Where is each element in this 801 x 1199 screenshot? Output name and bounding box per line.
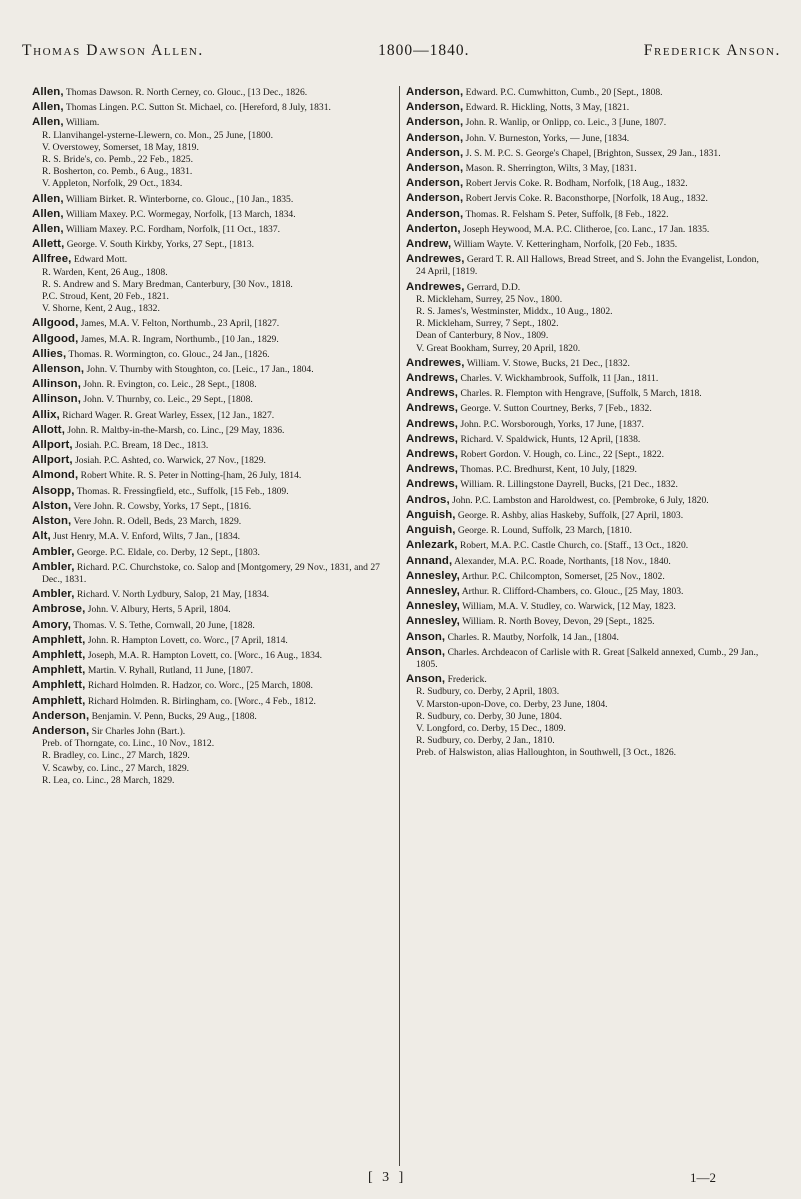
clergy-surname: Anson, [406,645,446,658]
entry-details: Edward Mott. [71,254,128,266]
entry-details: John. P.C. Lambston and Haroldwest, co. [Pembroke, 6 July, 1820. [449,494,709,506]
register-entry [32,546,394,559]
header-left: Thomas Dawson Allen. [22,42,204,59]
clergy-surname: Allix, [32,408,60,421]
register-entry [406,86,768,99]
page-number: [ 3 ] [368,1170,407,1185]
clergy-surname: Annesley, [406,600,460,613]
preferment-line: R. Llanvihangel-ysterne-Llewern, co. Mon., 25 June, [1800. [42,129,273,141]
register-entry [406,223,768,236]
entry-details: Thomas. R. Fressingfield, etc., Suffolk, [15 Feb., 1809. [74,485,289,497]
register-entry [406,673,768,759]
preferment-line: V. Marston-upon-Dove, co. Derby, 23 June, 1804. [416,698,608,710]
left-column [32,86,394,1164]
entry-details: Charles. Archdeacon of Carlisle with R. Great [Salkeld annexed, Cumb., 29 Jan., 1805. [416,646,759,670]
register-entry [406,387,768,400]
column-divider [399,86,400,1166]
register-entry [32,363,394,376]
clergy-surname: Andrews, [406,402,459,415]
clergy-surname: Andrewes, [406,253,465,266]
clergy-surname: Andrewes, [406,280,465,293]
entry-details: Gerrard, D.D. [464,281,521,293]
register-entry [406,585,768,598]
entry-details: Just Henry, M.A. V. Enford, Wilts, 7 Jan., [1834. [50,531,241,543]
register-entry [406,177,768,190]
clergy-surname: Andros, [406,493,450,506]
register-entry [406,600,768,613]
clergy-surname: Andrew, [406,238,452,251]
clergy-surname: Amphlett, [32,664,86,677]
entry-details: George. V. Sutton Courtney, Berks, 7 [Feb., 1832. [458,403,652,415]
preferment-line: V. Appleton, Norfolk, 29 Oct., 1834. [42,178,183,190]
entry-details: Benjamin. V. Penn, Bucks, 29 Aug., [1808. [89,710,257,722]
entry-details: William. R. North Bovey, Devon, 29 [Sept., 1825. [459,616,655,628]
register-entry [32,333,394,346]
entry-details: Robert Gordon. V. Hough, co. Linc., 22 [Sept., 1822. [458,449,664,461]
entry-details: Gerard T. R. All Hallows, Bread Street, and S. John the Evangelist, London, 24 April, [1819. [416,254,759,278]
register-entry [32,725,394,787]
entry-details: George. R. Lound, Suffolk, 23 March, [1810. [455,525,632,537]
register-entry [406,253,768,278]
entry-details: Alexander, M.A. P.C. Roade, Northants, [18 Nov., 1840. [452,555,671,567]
entry-details: Robert Jervis Coke. R. Bodham, Norfolk, [18 Aug., 1832. [463,178,688,190]
register-entry [32,223,394,236]
entry-details: Edward. R. Hickling, Notts, 3 May, [1821. [463,102,630,114]
entry-details: Vere John. R. Cowsby, Yorks, 17 Sept., [1816. [71,500,252,512]
clergy-surname: Anderson, [406,192,464,205]
entry-details: George. V. South Kirkby, Yorks, 27 Sept., [1813. [64,239,255,251]
entry-details: Richard Holmden. R. Birlingham, co. [Worc., 4 Feb., 1812. [85,695,316,707]
preferment-line: R. Sudbury, co. Derby, 2 Jan., 1810. [416,735,555,747]
register-entry [32,695,394,708]
clergy-surname: Allen, [32,223,64,236]
clergy-surname: Anson, [406,630,446,643]
preferment-line: R. Sudbury, co. Derby, 2 April, 1803. [416,686,560,698]
clergy-surname: Andrews, [406,463,459,476]
register-entry [32,619,394,632]
register-entry [32,317,394,330]
entry-details: Thomas. R. Felsham S. Peter, Suffolk, [8 Feb., 1822. [463,208,669,220]
register-entry [32,515,394,528]
preferment-line: P.C. Stroud, Kent, 20 Feb., 1821. [42,291,169,303]
clergy-surname: Allinson, [32,393,81,406]
register-entry [406,162,768,175]
clergy-surname: Amphlett, [32,648,86,661]
register-entry [406,433,768,446]
entry-details: John. V. Burneston, Yorks, — June, [1834. [463,132,630,144]
register-entry [406,238,768,251]
register-entry [32,588,394,601]
register-entry [32,603,394,616]
register-entry [32,710,394,723]
preferment-line: Preb. of Halswiston, alias Halloughton, in Southwell, [3 Oct., 1826. [416,747,677,759]
entry-details: Charles. R. Mautby, Norfolk, 14 Jan., [1804. [445,631,619,643]
register-entry [406,147,768,160]
register-entry [406,478,768,491]
clergy-surname: Andrews, [406,448,459,461]
register-entry [406,524,768,537]
clergy-surname: Anderson, [32,709,90,722]
preferment-line: R. Bosherton, co. Pemb., 6 Aug., 1831. [42,166,193,178]
clergy-surname: Alston, [32,499,72,512]
clergy-surname: Anderson, [406,131,464,144]
register-entry [32,485,394,498]
clergy-surname: Anderson, [406,162,464,175]
register-entry [32,348,394,361]
register-entry [406,615,768,628]
register-entry [32,649,394,662]
entry-details: Sir Charles John (Bart.). [89,725,186,737]
entry-details: Arthur. R. Clifford-Chambers, co. Glouc., [25 May, 1803. [459,585,684,597]
register-entry [32,500,394,513]
register-entry [406,448,768,461]
entry-details: Robert Jervis Coke. R. Baconsthorpe, [Norfolk, 18 Aug., 1832. [463,193,708,205]
preferment-line: R. S. Bride's, co. Pemb., 22 Feb., 1825. [42,154,193,166]
clergy-surname: Allott, [32,423,65,436]
register-entry [32,530,394,543]
register-entry [406,463,768,476]
entry-details: Charles. V. Wickhambrook, Suffolk, 11 [Jan., 1811. [458,373,659,385]
register-entry [406,555,768,568]
register-entry [406,631,768,644]
register-entry [32,634,394,647]
entry-details: Arthur. P.C. Chilcompton, Somerset, [25 Nov., 1802. [459,570,665,582]
register-entry [32,238,394,251]
entry-details: Martin. V. Ryhall, Rutland, 11 June, [1807. [85,665,254,677]
entry-details: Josiah. P.C. Bream, 18 Dec., 1813. [72,440,209,452]
clergy-surname: Andrewes, [406,356,465,369]
header-right: Frederick Anson. [643,42,781,59]
entry-details: Thomas. V. S. Tethe, Cornwall, 20 June, [1828. [71,619,255,631]
register-entry [32,664,394,677]
clergy-surname: Amphlett, [32,679,86,692]
entry-details: John. R. Evington, co. Leic., 28 Sept., [1808. [81,379,257,391]
preferment-line: V. Scawby, co. Linc., 27 March, 1829. [42,762,190,774]
clergy-surname: Allport, [32,454,73,467]
header-date-range: 1800—1840. [378,42,470,59]
register-entry [406,494,768,507]
clergy-surname: Anderson, [406,116,464,129]
clergy-surname: Ambler, [32,545,75,558]
clergy-surname: Anguish, [406,524,456,537]
entry-details: Richard. V. North Lydbury, Salop, 21 May, [1834. [74,589,270,601]
register-entry [32,454,394,467]
entry-details: John. V. Albury, Herts, 5 April, 1804. [85,604,231,616]
register-entry [32,193,394,206]
entry-details: Robert, M.A. P.C. Castle Church, co. [Staff., 13 Oct., 1820. [457,540,689,552]
signature-mark: 1—2 [690,1170,716,1185]
register-entry [406,646,768,671]
register-entry [32,378,394,391]
clergy-surname: Annand, [406,554,453,567]
entry-details: John. R. Hampton Lovett, co. Worc., [7 April, 1814. [85,634,288,646]
entry-details: Vere John. R. Odell, Beds, 23 March, 1829. [71,516,242,528]
clergy-surname: Anderson, [406,177,464,190]
entry-details: Frederick. [445,674,487,686]
register-entry [406,418,768,431]
clergy-surname: Alsopp, [32,484,75,497]
running-header [22,42,781,64]
entry-details: Richard Wager. R. Great Warley, Essex, [12 Jan., 1827. [59,409,275,421]
preferment-line: R. Lea, co. Linc., 28 March, 1829. [42,774,175,786]
clergy-surname: Alt, [32,530,51,543]
right-column [406,86,768,1164]
preferment-line: R. Mickleham, Surrey, 25 Nov., 1800. [416,293,563,305]
register-entry [406,192,768,205]
entry-details: George. P.C. Eldale, co. Derby, 12 Sept., [1803. [74,546,260,558]
clergy-surname: Allen, [32,207,64,220]
register-entry [32,469,394,482]
clergy-surname: Annesley, [406,569,460,582]
clergy-surname: Allgood, [32,332,79,345]
register-entry [406,208,768,221]
entry-details: Thomas Dawson. R. North Cerney, co. Glouc., [13 Dec., 1826. [63,87,308,98]
register-entry [406,116,768,129]
entry-details: John. R. Wanlip, or Onlipp, co. Leic., 3 [June, 1807. [463,117,667,129]
clergy-surname: Ambler, [32,560,75,573]
clergy-surname: Andrews, [406,387,459,400]
clergy-surname: Allinson, [32,378,81,391]
clergy-surname: Anlezark, [406,539,458,552]
entry-details: Edward. P.C. Cumwhitton, Cumb., 20 [Sept., 1808. [463,87,663,98]
entry-details: Joseph Heywood, M.A. P.C. Clitheroe, [co. Lanc., 17 Jan. 1835. [460,223,710,235]
clergy-surname: Almond, [32,469,79,482]
preferment-line: R. S. James's, Westminster, Middx., 10 Aug., 1802. [416,306,613,318]
register-entry [32,561,394,586]
clergy-surname: Allett, [32,238,65,251]
clergy-surname: Anderson, [32,724,90,737]
preferment-line: R. Sudbury, co. Derby, 30 June, 1804. [416,710,562,722]
preferment-line: V. Shorne, Kent, 2 Aug., 1832. [42,303,160,315]
clergy-surname: Anderson, [406,146,464,159]
register-entry [32,208,394,221]
preferment-line: R. Warden, Kent, 26 Aug., 1808. [42,266,168,278]
clergy-surname: Andrews, [406,432,459,445]
register-entry [32,116,394,190]
register-entry [406,402,768,415]
entry-details: James, M.A. V. Felton, Northumb., 23 April, [1827. [78,318,280,330]
entry-details: Richard. P.C. Churchstoke, co. Salop and [Montgomery, 29 Nov., 1831, and 27 Dec., 1831. [42,561,380,585]
clergy-surname: Amory, [32,618,71,631]
clergy-surname: Allen, [32,101,64,114]
register-entry [406,539,768,552]
preferment-line: R. Bradley, co. Linc., 27 March, 1829. [42,750,190,762]
entry-details: William Birket. R. Winterborne, co. Glouc., [10 Jan., 1835. [63,193,294,205]
entry-details: William. V. Stowe, Bucks, 21 Dec., [1832. [464,357,630,369]
clergy-surname: Allen, [32,116,64,129]
register-entry [406,570,768,583]
clergy-surname: Anderton, [406,222,461,235]
entry-details: William. R. Lillingstone Dayrell, Bucks, [21 Dec., 1832. [458,479,678,491]
entry-details: John. R. Maltby-in-the-Marsh, co. Linc., [29 May, 1836. [64,424,285,436]
preferment-line: R. Mickleham, Surrey, 7 Sept., 1802. [416,318,559,330]
clergy-surname: Annesley, [406,584,460,597]
entry-details: Richard Holmden. R. Hadzor, co. Worc., [25 March, 1808. [85,680,313,692]
clergy-surname: Annesley, [406,615,460,628]
entry-details: William, M.A. V. Studley, co. Warwick, [12 May, 1823. [459,601,676,613]
entry-details: Joseph, M.A. R. Hampton Lovett, co. [Worc., 16 Aug., 1834. [85,649,323,661]
clergy-surname: Amphlett, [32,633,86,646]
clergy-surname: Andrews, [406,417,459,430]
entry-details: Richard. V. Spaldwick, Hunts, 12 April, [1838. [458,433,641,445]
entry-details: John. V. Thurnby, co. Leic., 29 Sept., [1808. [81,394,253,406]
clergy-surname: Anderson, [406,207,464,220]
register-entry [406,101,768,114]
preferment-line: V. Overstowey, Somerset, 18 May, 1819. [42,141,199,153]
clergy-surname: Allport, [32,439,73,452]
register-entry [32,86,394,99]
clergy-surname: Allen, [32,192,64,205]
entry-details: William Wayte. V. Ketteringham, Norfolk, [20 Feb., 1835. [451,239,678,251]
register-entry [406,357,768,370]
register-entry [32,679,394,692]
entry-details: Thomas Lingen. P.C. Sutton St. Michael, co. [Hereford, 8 July, 1831. [63,102,331,114]
preferment-line: V. Great Bookham, Surrey, 20 April, 1820. [416,342,581,354]
entry-details: Charles. R. Flempton with Hengrave, [Suffolk, 5 March, 1818. [458,388,702,400]
entry-details: Josiah. P.C. Ashted, co. Warwick, 27 Nov., [1829. [72,455,266,467]
clergy-surname: Anderson, [406,86,464,98]
entry-details: Thomas. P.C. Bredhurst, Kent, 10 July, [1829. [458,464,637,476]
preferment-line: V. Longford, co. Derby, 15 Dec., 1809. [416,722,566,734]
entry-details: George. R. Ashby, alias Haskeby, Suffolk, [27 April, 1803. [455,509,684,521]
entry-details: J. S. M. P.C. S. George's Chapel, [Brighton, Sussex, 29 Jan., 1831. [463,147,721,159]
register-entry [406,132,768,145]
clergy-surname: Alston, [32,515,72,528]
entry-details: William Maxey. P.C. Wormegay, Norfolk, [13 March, 1834. [63,208,296,220]
preferment-line: Dean of Canterbury, 8 Nov., 1809. [416,330,549,342]
clergy-surname: Andrews, [406,478,459,491]
entry-details: Thomas. R. Wormington, co. Glouc., 24 Jan., [1826. [66,348,270,360]
register-entry [406,509,768,522]
clergy-surname: Allfree, [32,253,72,266]
entry-details: James, M.A. R. Ingram, Northumb., [10 Jan., 1829. [78,333,279,345]
clergy-surname: Ambler, [32,588,75,601]
clergy-surname: Allgood, [32,317,79,330]
register-entry [406,281,768,355]
register-entry [32,409,394,422]
clergy-surname: Andrews, [406,372,459,385]
clergy-surname: Ambrose, [32,603,86,616]
register-entry [406,372,768,385]
clergy-surname: Allenson, [32,363,85,376]
register-entry [32,393,394,406]
entry-details: William Maxey. P.C. Fordham, Norfolk, [11 Oct., 1837. [63,224,281,236]
preferment-line: R. S. Andrew and S. Mary Bredman, Canterbury, [30 Nov., 1818. [42,278,293,290]
register-entry [32,424,394,437]
entry-details: John. V. Thurnby with Stoughton, co. [Leic., 17 Jan., 1804. [84,364,314,376]
clergy-surname: Anderson, [406,101,464,114]
clergy-surname: Allies, [32,347,67,360]
entry-details: Mason. R. Sherrington, Wilts, 3 May, [1831. [463,163,637,175]
clergy-surname: Allen, [32,86,64,98]
register-entry [32,253,394,315]
preferment-line: Preb. of Thorngate, co. Linc., 10 Nov., 1812. [42,738,215,750]
entry-details: William. [63,117,100,129]
entry-details: Robert White. R. S. Peter in Notting-[ham, 26 July, 1814. [78,470,302,482]
clergy-surname: Anson, [406,673,446,686]
clergy-surname: Anguish, [406,508,456,521]
entry-details: John. P.C. Worsborough, Yorks, 17 June, [1837. [458,418,644,430]
clergy-surname: Amphlett, [32,694,86,707]
register-entry [32,101,394,114]
register-entry [32,439,394,452]
